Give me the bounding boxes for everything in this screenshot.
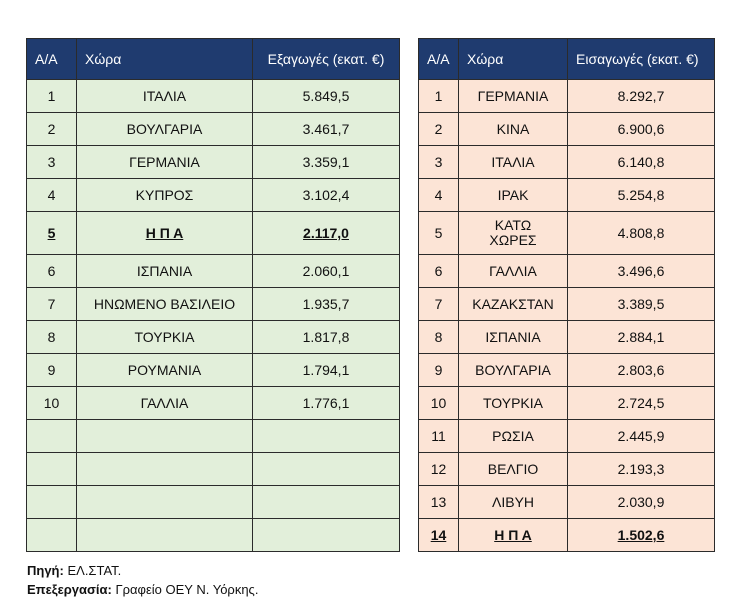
row-index: 2 — [419, 113, 459, 146]
row-value: 1.776,1 — [253, 387, 400, 420]
row-value: 2.803,6 — [568, 354, 715, 387]
row-index: 8 — [27, 321, 77, 354]
row-index: 10 — [419, 387, 459, 420]
source-label: Πηγή: — [27, 563, 64, 578]
row-value: 3.389,5 — [568, 288, 715, 321]
row-value: 6.140,8 — [568, 146, 715, 179]
empty-row — [27, 486, 400, 519]
row-value: 8.292,7 — [568, 80, 715, 113]
table-row — [419, 321, 715, 354]
table-row — [419, 255, 715, 288]
row-country: ΒΟΥΛΓΑΡΙΑ — [77, 113, 253, 146]
empty-row — [27, 420, 400, 453]
processing-label: Επεξεργασία: — [27, 582, 112, 597]
table-row — [419, 80, 715, 113]
row-country: ΚΥΠΡΟΣ — [77, 179, 253, 212]
exports-header-index: Α/Α — [27, 39, 77, 80]
row-value: 3.461,7 — [253, 113, 400, 146]
row-index: 5 — [419, 212, 459, 255]
table-row — [27, 288, 400, 321]
row-country: ΙΤΑΛΙΑ — [77, 80, 253, 113]
row-country: ΤΟΥΡΚΙΑ — [77, 321, 253, 354]
row-country: ΙΣΠΑΝΙΑ — [77, 255, 253, 288]
table-row — [419, 453, 715, 486]
table-row — [419, 288, 715, 321]
row-index: 8 — [419, 321, 459, 354]
row-value: 1.935,7 — [253, 288, 400, 321]
row-country: ΡΟΥΜΑΝΙΑ — [77, 354, 253, 387]
empty-row — [27, 453, 400, 486]
table-row — [27, 255, 400, 288]
row-index: 10 — [27, 387, 77, 420]
exports-header-value: Εξαγωγές (εκατ. €) — [253, 39, 400, 80]
empty-row — [27, 519, 400, 552]
row-index: 6 — [27, 255, 77, 288]
row-index: 7 — [419, 288, 459, 321]
imports-header-value: Εισαγωγές (εκατ. €) — [568, 39, 715, 80]
table-row — [27, 321, 400, 354]
source-note — [27, 561, 258, 580]
row-index: 7 — [27, 288, 77, 321]
processing-value: Γραφείο ΟΕΥ Ν. Υόρκης. — [115, 582, 259, 597]
row-index: 9 — [419, 354, 459, 387]
row-value: 6.900,6 — [568, 113, 715, 146]
row-country: ΓΕΡΜΑΝΙΑ — [77, 146, 253, 179]
imports-header-row — [419, 39, 715, 80]
row-country: ΛΙΒΥΗ — [459, 486, 568, 519]
row-country: ΚΑΖΑΚΣΤΑΝ — [459, 288, 568, 321]
row-value: 5.254,8 — [568, 179, 715, 212]
row-country: Η Π Α — [459, 519, 568, 552]
table-row — [419, 420, 715, 453]
row-value: 3.496,6 — [568, 255, 715, 288]
row-value: 2.884,1 — [568, 321, 715, 354]
table-row — [419, 146, 715, 179]
source-value: ΕΛ.ΣΤΑΤ. — [67, 563, 122, 578]
row-value: 2.445,9 — [568, 420, 715, 453]
row-value: 5.849,5 — [253, 80, 400, 113]
row-value: 3.359,1 — [253, 146, 400, 179]
exports-table — [26, 38, 400, 552]
row-country: ΓΑΛΛΙΑ — [77, 387, 253, 420]
row-country: ΚΙΝΑ — [459, 113, 568, 146]
table-row — [419, 486, 715, 519]
row-country: ΗΝΩΜΕΝΟ ΒΑΣΙΛΕΙΟ — [77, 288, 253, 321]
exports-header-row — [27, 39, 400, 80]
row-value: 2.030,9 — [568, 486, 715, 519]
row-value: 4.808,8 — [568, 212, 715, 255]
row-value: 2.724,5 — [568, 387, 715, 420]
row-country: ΤΟΥΡΚΙΑ — [459, 387, 568, 420]
row-country: ΙΣΠΑΝΙΑ — [459, 321, 568, 354]
imports-table — [418, 38, 715, 552]
row-country: ΡΩΣΙΑ — [459, 420, 568, 453]
row-value: 1.817,8 — [253, 321, 400, 354]
imports-header-index: Α/Α — [419, 39, 459, 80]
table-row — [419, 113, 715, 146]
row-index: 2 — [27, 113, 77, 146]
row-index: 1 — [27, 80, 77, 113]
row-country: ΙΡΑΚ — [459, 179, 568, 212]
table-row-highlighted — [419, 519, 715, 552]
row-index: 3 — [419, 146, 459, 179]
table-row — [419, 387, 715, 420]
row-index: 11 — [419, 420, 459, 453]
row-index: 4 — [419, 179, 459, 212]
row-value: 1.502,6 — [568, 519, 715, 552]
row-index: 13 — [419, 486, 459, 519]
row-country: ΓΕΡΜΑΝΙΑ — [459, 80, 568, 113]
row-value: 2.117,0 — [253, 212, 400, 255]
row-index: 5 — [27, 212, 77, 255]
row-index: 3 — [27, 146, 77, 179]
row-value: 2.193,3 — [568, 453, 715, 486]
row-index: 12 — [419, 453, 459, 486]
table-row — [27, 146, 400, 179]
row-country: ΒΟΥΛΓΑΡΙΑ — [459, 354, 568, 387]
row-index: 14 — [419, 519, 459, 552]
table-row-highlighted — [27, 212, 400, 255]
table-row — [419, 354, 715, 387]
row-country: ΒΕΛΓΙΟ — [459, 453, 568, 486]
exports-header-country: Χώρα — [77, 39, 253, 80]
row-index: 6 — [419, 255, 459, 288]
table-row — [27, 80, 400, 113]
row-index: 1 — [419, 80, 459, 113]
row-index: 9 — [27, 354, 77, 387]
table-row — [419, 212, 715, 255]
table-row — [27, 179, 400, 212]
processing-note — [27, 580, 258, 599]
row-index: 4 — [27, 179, 77, 212]
row-country-text: ΚΑΤΩ ΧΩΡΕΣ — [489, 217, 537, 248]
row-value: 3.102,4 — [253, 179, 400, 212]
row-country — [459, 212, 568, 255]
table-row — [27, 387, 400, 420]
row-value: 1.794,1 — [253, 354, 400, 387]
table-row — [27, 354, 400, 387]
imports-header-country: Χώρα — [459, 39, 568, 80]
table-row — [27, 113, 400, 146]
row-country: Η Π Α — [77, 212, 253, 255]
row-value: 2.060,1 — [253, 255, 400, 288]
table-row — [419, 179, 715, 212]
footnotes — [27, 561, 258, 599]
row-country: ΓΑΛΛΙΑ — [459, 255, 568, 288]
row-country: ΙΤΑΛΙΑ — [459, 146, 568, 179]
